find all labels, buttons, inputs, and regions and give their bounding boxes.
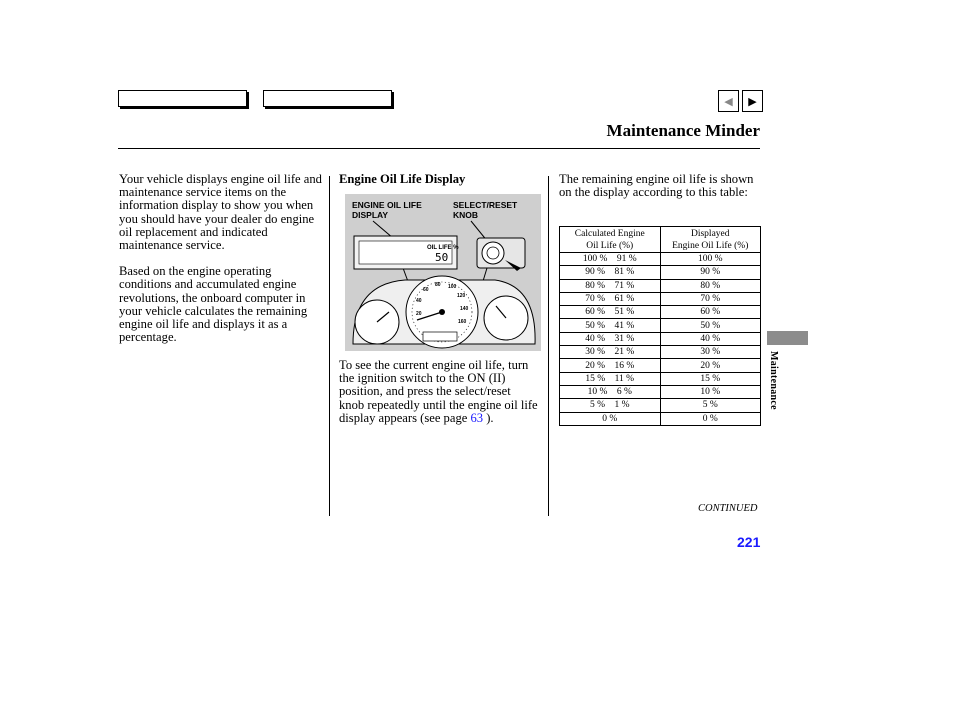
calculated-cell: 5 % 1 % [560, 399, 661, 412]
instructions-paragraph: To see the current engine oil life, turn the ignition switch to the ON (II) position, and press the select/reset knob repeatedly until the engine oil life display appears (see page 63 ). [339, 358, 538, 425]
calculated-cell: 40 % 31 % [560, 332, 661, 345]
column-divider-right [548, 176, 549, 516]
displayed-cell: 20 % [660, 359, 761, 372]
header-calculated: Calculated Engine Oil Life (%) [560, 227, 661, 253]
dashboard-illustration [345, 194, 541, 351]
speed-tick-160: 160 [458, 319, 467, 325]
calculated-cell: 80 % 71 % [560, 279, 661, 292]
oil-life-table [559, 226, 761, 426]
calculated-cell: 20 % 16 % [560, 359, 661, 372]
calculated-cell: 90 % 81 % [560, 266, 661, 279]
speed-tick-40: 40 [416, 298, 422, 304]
header-displayed: Displayed Engine Oil Life (%) [660, 227, 761, 253]
intro-paragraph: Your vehicle displays engine oil life and maintenance service items on the information display to show you when you should have your dealer do engine oil replacement and indicated maintenance service. [119, 172, 322, 253]
title-rule [118, 148, 760, 149]
displayed-cell: 15 % [660, 372, 761, 385]
calculated-cell: 70 % 61 % [560, 292, 661, 305]
displayed-cell: 100 % [660, 253, 761, 266]
table-row [560, 399, 761, 412]
table-row [560, 253, 761, 266]
calculated-cell: 50 % 41 % [560, 319, 661, 332]
calculated-cell: 0 % [560, 412, 661, 425]
calculated-cell: 30 % 21 % [560, 346, 661, 359]
column-divider-left [329, 176, 330, 516]
displayed-cell: 0 % [660, 412, 761, 425]
speed-tick-100: 100 [448, 284, 457, 290]
calculated-cell: 100 % 91 % [560, 253, 661, 266]
table-row [560, 266, 761, 279]
table-row [560, 346, 761, 359]
calculated-cell: 15 % 11 % [560, 372, 661, 385]
prev-page-button[interactable] [718, 90, 739, 112]
calculated-cell: 10 % 6 % [560, 385, 661, 398]
displayed-cell: 30 % [660, 346, 761, 359]
section-side-label: Maintenance [768, 351, 779, 410]
displayed-cell: 50 % [660, 319, 761, 332]
table-row [560, 306, 761, 319]
section-heading: Engine Oil Life Display [339, 172, 466, 186]
displayed-cell: 60 % [660, 306, 761, 319]
displayed-cell: 80 % [660, 279, 761, 292]
speed-tick-140: 140 [460, 306, 469, 312]
instrument-panel-figure [345, 194, 541, 351]
knob-callout-label: SELECT/RESET KNOB [453, 200, 518, 220]
table-row [560, 332, 761, 345]
table-row [560, 292, 761, 305]
computer-paragraph: Based on the engine operating conditions and accumulated engine revolutions, the onboard computer in your vehicle calculates the remaining engine oil life and displays it as a percentage. [119, 264, 308, 345]
page-title: Maintenance Minder [606, 121, 760, 140]
next-page-button[interactable] [742, 90, 763, 112]
table-row [560, 385, 761, 398]
speed-tick-120: 120 [457, 293, 466, 299]
table-header-row [560, 227, 761, 253]
speed-tick-60: 60 [423, 287, 429, 293]
table-row [560, 319, 761, 332]
left-column [119, 173, 324, 357]
nav-tab-index[interactable] [263, 90, 392, 107]
table-row [560, 279, 761, 292]
table-row [560, 372, 761, 385]
table-row [560, 359, 761, 372]
section-tab[interactable] [767, 331, 808, 345]
speed-tick-20: 20 [416, 311, 422, 317]
displayed-cell: 10 % [660, 385, 761, 398]
arrow-left-icon: ◀ [724, 95, 733, 108]
nav-tab-contents[interactable] [118, 90, 247, 107]
oil-life-screen-label: OIL LIFE % [427, 245, 459, 251]
displayed-cell: 70 % [660, 292, 761, 305]
displayed-cell: 40 % [660, 332, 761, 345]
oil-life-screen-value: 50 [435, 251, 449, 264]
displayed-cell: 5 % [660, 399, 761, 412]
displayed-cell: 90 % [660, 266, 761, 279]
display-callout-label: ENGINE OIL LIFE DISPLAY [352, 200, 422, 220]
table-row [560, 412, 761, 425]
arrow-right-icon: ▶ [748, 95, 757, 108]
page-63-link[interactable]: 63 [470, 410, 484, 425]
continued-label: CONTINUED [698, 503, 758, 514]
page-number: 221 [737, 534, 761, 550]
speed-tick-80: 80 [435, 282, 441, 288]
calculated-cell: 60 % 51 % [560, 306, 661, 319]
table-intro: The remaining engine oil life is shown on the display according to this table: [559, 172, 754, 200]
middle-column-heading [339, 173, 544, 192]
